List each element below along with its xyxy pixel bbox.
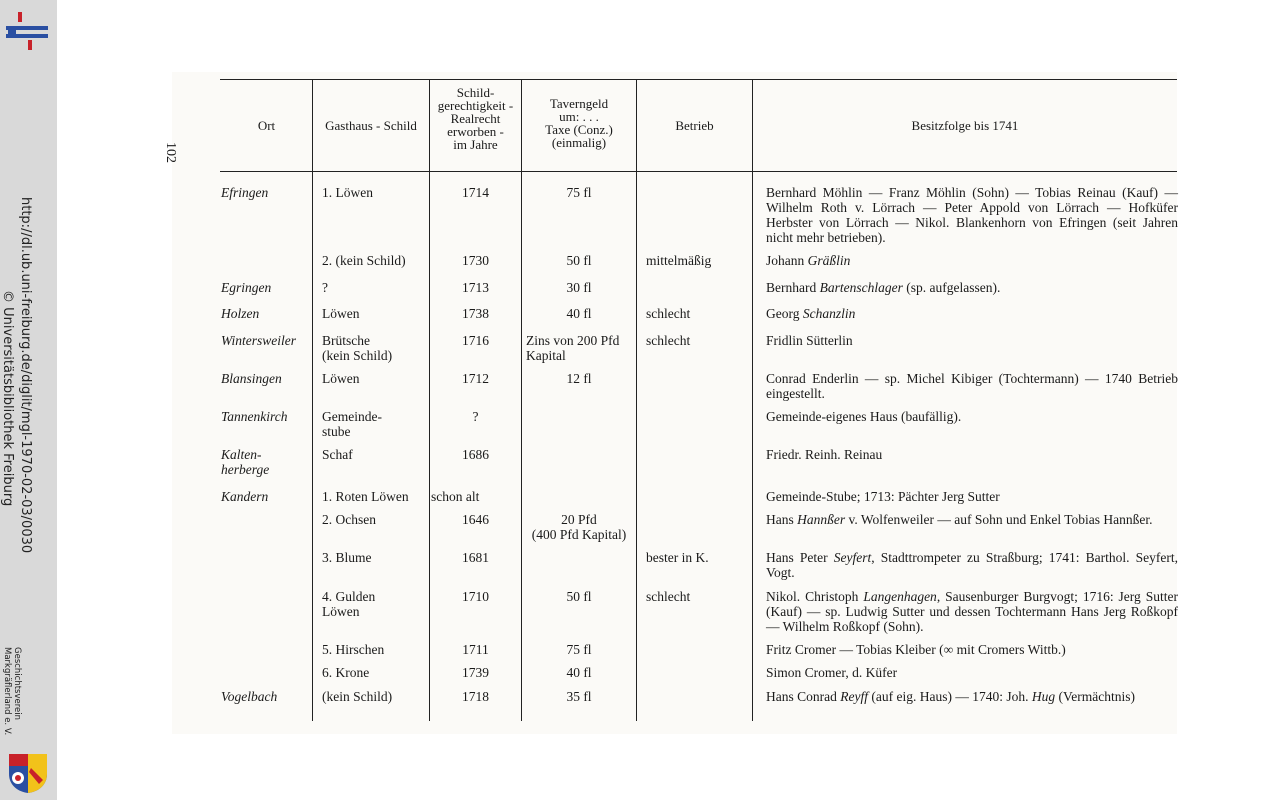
besitz-text: v. Wolfenweiler — auf Sohn und Enkel Tobias Hannßer.	[845, 512, 1153, 527]
besitz-text: Fritz Cromer — Tobias Kleiber (∞ mit Cromers Wittb.)	[766, 642, 1066, 657]
ub-freiburg-logo-icon	[6, 10, 48, 52]
cell-gasthaus: 4. Gulden Löwen	[322, 589, 376, 619]
column-divider	[636, 80, 637, 721]
cell-gasthaus: Gemeinde- stube	[322, 409, 382, 439]
besitz-text: Gemeinde-eigenes Haus (baufällig).	[766, 409, 962, 424]
cell-ort: Wintersweiler	[221, 333, 296, 348]
col-header-gasthaus: Gasthaus - Schild	[325, 118, 417, 133]
document-url[interactable]: http://dl.ub.uni-freiburg.de/diglit/mgl-1970-02-03/0030	[18, 197, 33, 554]
cell-besitzfolge	[766, 642, 1178, 657]
cell-jahr: 1713	[462, 280, 489, 295]
cell-gasthaus: Schaf	[322, 447, 353, 462]
society-crest-icon	[5, 750, 51, 794]
col-header-besitzfolge: Besitzfolge bis 1741	[911, 118, 1019, 133]
besitz-text: Bernhard	[766, 280, 820, 295]
cell-besitzfolge	[766, 550, 1178, 580]
cell-jahr: 1718	[462, 689, 489, 704]
viewer-sidebar	[0, 0, 57, 800]
column-divider	[521, 80, 522, 721]
column-divider	[312, 80, 313, 721]
besitz-text: Hans Conrad	[766, 689, 841, 704]
cell-betrieb: mittelmäßig	[646, 253, 712, 268]
cell-jahr: 1738	[462, 306, 489, 321]
cell-taverngeld: 75 fl	[566, 642, 592, 657]
surname-italic: Reyff	[840, 689, 868, 704]
cell-betrieb: schlecht	[646, 589, 691, 604]
cell-ort: Kandern	[221, 489, 269, 504]
cell-gasthaus: Löwen	[322, 371, 360, 386]
cell-ort: Vogelbach	[221, 689, 278, 704]
surname-italic: Hannßer	[797, 512, 846, 527]
cell-ort: Blansingen	[221, 371, 282, 386]
col-header-taverngeld: Taverngeld um: . . . Taxe (Conz.) (einmalig)	[545, 96, 613, 150]
col-header-schildgerechtigkeit: Schild- gerechtigkeit - Realrecht erworben - im Jahre	[437, 85, 514, 152]
cell-betrieb: bester in K.	[646, 550, 709, 565]
cell-ort: Efringen	[221, 185, 269, 200]
besitz-text: (sp. aufgelassen).	[902, 280, 1001, 295]
surname-italic: Schanzlin	[802, 306, 856, 321]
col-header-betrieb: Betrieb	[675, 118, 714, 133]
cell-gasthaus: 1. Roten Löwen	[322, 489, 409, 504]
cell-besitzfolge	[766, 409, 1178, 424]
cell-gasthaus: Brütsche (kein Schild)	[322, 333, 393, 363]
cell-gasthaus: ?	[322, 280, 328, 295]
besitz-text: Hans Peter	[766, 550, 834, 565]
cell-taverngeld: 50 fl	[566, 589, 592, 604]
cell-ort: Tannenkirch	[221, 409, 288, 424]
surname-italic: Hug	[1031, 689, 1056, 704]
cell-besitzfolge	[766, 306, 1178, 321]
cell-taverngeld: Zins von 200 Pfd Kapital	[526, 333, 620, 363]
cell-gasthaus: (kein Schild)	[322, 689, 393, 704]
cell-besitzfolge	[766, 371, 1178, 401]
cell-taverngeld: 35 fl	[566, 689, 592, 704]
cell-jahr: 1730	[462, 253, 489, 268]
cell-besitzfolge	[766, 489, 1178, 504]
cell-betrieb: schlecht	[646, 333, 691, 348]
copyright-notice: © Universitätsbibliothek Freiburg	[0, 290, 15, 507]
column-divider	[429, 80, 430, 721]
surname-italic: Gräßlin	[807, 253, 851, 268]
cell-taverngeld: 20 Pfd (400 Pfd Kapital)	[531, 512, 627, 542]
surname-italic: Bartenschlager	[819, 280, 903, 295]
besitz-text: (auf eig. Haus) — 1740: Joh.	[867, 689, 1032, 704]
cell-jahr: 1686	[462, 447, 489, 462]
cell-ort: Egringen	[221, 280, 272, 295]
besitz-text: Fridlin Sütterlin	[766, 333, 853, 348]
cell-jahr: 1714	[462, 185, 489, 200]
cell-besitzfolge	[766, 665, 1178, 680]
cell-ort: Holzen	[221, 306, 260, 321]
cell-gasthaus: 5. Hirschen	[322, 642, 385, 657]
cell-taverngeld: 30 fl	[566, 280, 592, 295]
cell-jahr: 1712	[462, 371, 489, 386]
cell-besitzfolge	[766, 280, 1178, 295]
besitz-text: , Sausenburger Burgvogt; 1716: Jerg Sutter (Kauf) — sp. Ludwig Sutter und dessen Tochtermann Hans Jerg Roßkopf — Wilhelm Roßkopf (Sohn).	[766, 589, 1178, 634]
cell-gasthaus: 2. (kein Schild)	[322, 253, 406, 268]
besitz-text: Hans	[766, 512, 798, 527]
besitz-text: Gemeinde-Stube; 1713: Pächter Jerg Sutter	[766, 489, 1000, 504]
besitz-text: Johann	[766, 253, 808, 268]
col-header-ort: Ort	[257, 118, 276, 133]
column-divider	[752, 80, 753, 721]
besitz-text: Friedr. Reinh. Reinau	[766, 447, 883, 462]
besitz-text: (Vermächtnis)	[1055, 689, 1135, 704]
besitz-text: Conrad Enderlin — sp. Michel Kibiger (Tochtermann) — 1740 Betrieb eingestellt.	[766, 371, 1178, 401]
besitz-text: , Stadttrompeter zu Straßburg; 1741: Barthol. Seyfert, Vogt.	[766, 550, 1179, 580]
cell-taverngeld: 40 fl	[566, 306, 592, 321]
cell-besitzfolge	[766, 447, 1178, 462]
cell-taverngeld: 12 fl	[566, 371, 592, 386]
cell-besitzfolge	[766, 689, 1178, 704]
cell-gasthaus: 3. Blume	[322, 550, 372, 565]
besitz-text: Bernhard Möhlin — Franz Möhlin (Sohn) — Tobias Reinau (Kauf) — Wilhelm Roth v. Lörrach — Peter Appold von Lörrach — Hofküfer Herbster von Lörrach — Nikol. Blankenhorn von Efringen (seit Jahren nicht mehr betrieben).	[766, 185, 1178, 245]
page-number: 102	[163, 142, 178, 163]
cell-jahr: 1646	[462, 512, 489, 527]
cell-gasthaus: 6. Krone	[322, 665, 370, 680]
cell-gasthaus: Löwen	[322, 306, 360, 321]
cell-taverngeld: 75 fl	[566, 185, 592, 200]
cell-taverngeld: 50 fl	[566, 253, 592, 268]
society-name	[2, 647, 22, 735]
cell-jahr: 1739	[462, 665, 489, 680]
cell-betrieb: schlecht	[646, 306, 691, 321]
cell-besitzfolge	[766, 333, 1178, 348]
besitz-text: Simon Cromer, d. Küfer	[766, 665, 898, 680]
surname-italic: Langenhagen	[863, 589, 937, 604]
cell-jahr: 1716	[462, 333, 489, 348]
cell-jahr: ?	[472, 409, 479, 424]
cell-jahr: 1710	[462, 589, 489, 604]
cell-taverngeld: 40 fl	[566, 665, 592, 680]
cell-gasthaus: 1. Löwen	[322, 185, 373, 200]
cell-gasthaus: 2. Ochsen	[322, 512, 376, 527]
cell-besitzfolge	[766, 253, 1178, 268]
society-line-1: Geschichtsverein	[12, 647, 22, 721]
cell-besitzfolge	[766, 185, 1178, 245]
cell-besitzfolge	[766, 589, 1178, 634]
cell-jahr: 1711	[462, 642, 489, 657]
society-line-2: Markgräflerland e. V.	[2, 647, 12, 736]
cell-ort: Kalten- herberge	[221, 447, 270, 477]
surname-italic: Seyfert	[833, 550, 872, 565]
besitz-text: Georg	[766, 306, 803, 321]
besitz-text: Nikol. Christoph	[766, 589, 864, 604]
cell-jahr: 1681	[462, 550, 489, 565]
cell-jahr: schon alt	[431, 489, 480, 504]
cell-besitzfolge	[766, 512, 1178, 527]
table-top-rule	[220, 79, 1177, 80]
header-bottom-rule	[220, 171, 1177, 172]
